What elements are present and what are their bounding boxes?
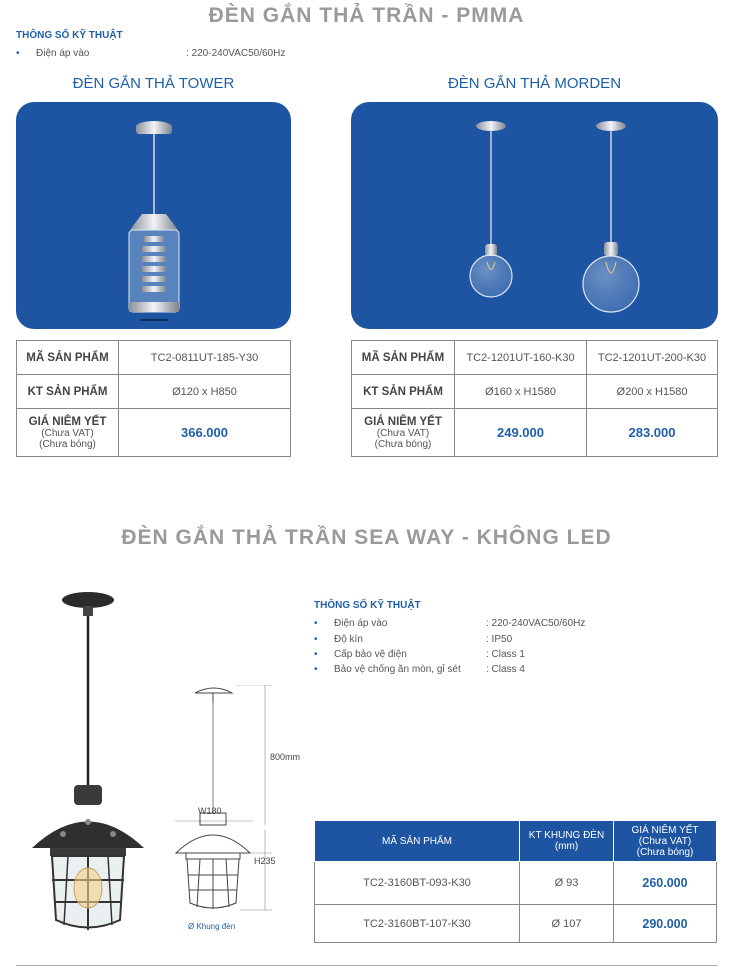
dim-frame: Ø Khung đèn — [188, 922, 236, 931]
morden-price-1: 249.000 — [455, 409, 587, 457]
note-vat: (Chưa VAT) — [376, 427, 430, 439]
row-code: TC2-3160BT-107-K30 — [315, 905, 520, 943]
spec-value: : 220-240VAC50/60Hz — [186, 48, 286, 59]
section1-spec-line — [16, 48, 416, 60]
morden-size-1: Ø160 x H1580 — [455, 375, 587, 409]
dim-width: W180 — [198, 806, 222, 816]
bullet-icon: • — [16, 48, 20, 59]
row-header-price — [352, 409, 455, 457]
section2-spec-line — [314, 618, 714, 630]
header-code: MÃ SẢN PHẨM — [315, 821, 520, 862]
tower-price: 366.000 — [119, 409, 291, 457]
morden-size-2: Ø200 x H1580 — [587, 375, 718, 409]
tower-spec-table — [16, 340, 291, 457]
price-label: GIÁ NIÊM YẾT — [28, 415, 107, 428]
morden-code-1: TC2-1201UT-160-K30 — [455, 341, 587, 375]
morden-lamp-illustration — [351, 102, 718, 329]
header-vat: (Chưa VAT) — [638, 835, 692, 847]
tower-lamp-illustration — [16, 102, 291, 329]
morden-code-2: TC2-1201UT-200-K30 — [587, 341, 718, 375]
spec-label: Điện áp vào — [36, 48, 90, 59]
spec-label: Điện áp vào — [334, 618, 388, 629]
table-row — [315, 905, 717, 943]
section2-spec-line — [314, 664, 714, 676]
header-frame-unit: (mm) — [554, 841, 579, 852]
seaway-tech-drawing — [170, 685, 280, 920]
seaway-lamp-photo — [28, 590, 148, 940]
morden-price-2: 283.000 — [587, 409, 718, 457]
morden-spec-table — [351, 340, 718, 457]
spec-value: : 220-240VAC50/60Hz — [486, 618, 586, 629]
tower-image-panel — [16, 102, 291, 329]
row-header-size: KT SẢN PHẨM — [17, 375, 119, 409]
row-frame: Ø 93 — [520, 862, 614, 905]
spec-value: : Class 4 — [486, 664, 525, 675]
header-price-label: GIÁ NIÊM YẾT — [631, 824, 699, 836]
row-code: TC2-3160BT-093-K30 — [315, 862, 520, 905]
row-header-size: KT SẢN PHẨM — [352, 375, 455, 409]
header-frame — [520, 821, 614, 862]
row-price: 260.000 — [614, 862, 717, 905]
note-bulb: (Chưa bóng) — [39, 438, 96, 450]
seaway-price-table — [314, 820, 717, 943]
spec-value: : IP50 — [486, 634, 513, 645]
tower-title: ĐÈN GẮN THẢ TOWER — [72, 75, 235, 92]
section2-spec-line — [314, 634, 714, 646]
section2-spec-line — [314, 649, 714, 661]
table-row — [315, 862, 717, 905]
section2-spec-title: THÔNG SỐ KỸ THUẬT — [314, 600, 421, 611]
spec-label: Độ kín — [334, 634, 363, 645]
note-vat: (Chưa VAT) — [41, 427, 94, 439]
spec-value: : Class 1 — [486, 649, 525, 660]
spec-label: Cấp bảo vệ điện — [334, 649, 407, 660]
bullet-icon: • — [314, 634, 318, 645]
note-bulb: (Chưa bóng) — [374, 438, 432, 450]
dim-lamp-height: H235 — [254, 856, 276, 866]
spec-label: Bảo vệ chống ăn mòn, gỉ sét — [334, 664, 461, 675]
morden-image-panel — [351, 102, 718, 329]
section2-title: ĐÈN GẮN THẢ TRẦN SEA WAY - KHÔNG LED — [121, 526, 612, 549]
tower-code: TC2-0811UT-185-Y30 — [119, 341, 291, 375]
price-label: GIÁ NIÊM YẾT — [364, 415, 442, 428]
section1-title: ĐÈN GẮN THẢ TRẦN - PMMA — [208, 4, 525, 27]
header-frame-label: KT KHUNG ĐÈN — [528, 830, 605, 841]
dim-height: 800mm — [270, 752, 301, 762]
footer-divider — [16, 965, 717, 966]
bullet-icon: • — [314, 664, 318, 675]
row-header-price — [17, 409, 119, 457]
bullet-icon: • — [314, 649, 318, 660]
row-header-code: MÃ SẢN PHẨM — [17, 341, 119, 375]
row-frame: Ø 107 — [520, 905, 614, 943]
tower-size: Ø120 x H850 — [119, 375, 291, 409]
bullet-icon: • — [314, 618, 318, 629]
header-price — [614, 821, 717, 862]
row-price: 290.000 — [614, 905, 717, 943]
header-bulb: (Chưa bóng) — [636, 846, 694, 858]
section1-spec-title: THÔNG SỐ KỸ THUẬT — [16, 30, 123, 41]
morden-title: ĐÈN GẮN THẢ MORDEN — [447, 75, 622, 92]
row-header-code: MÃ SẢN PHẨM — [352, 341, 455, 375]
